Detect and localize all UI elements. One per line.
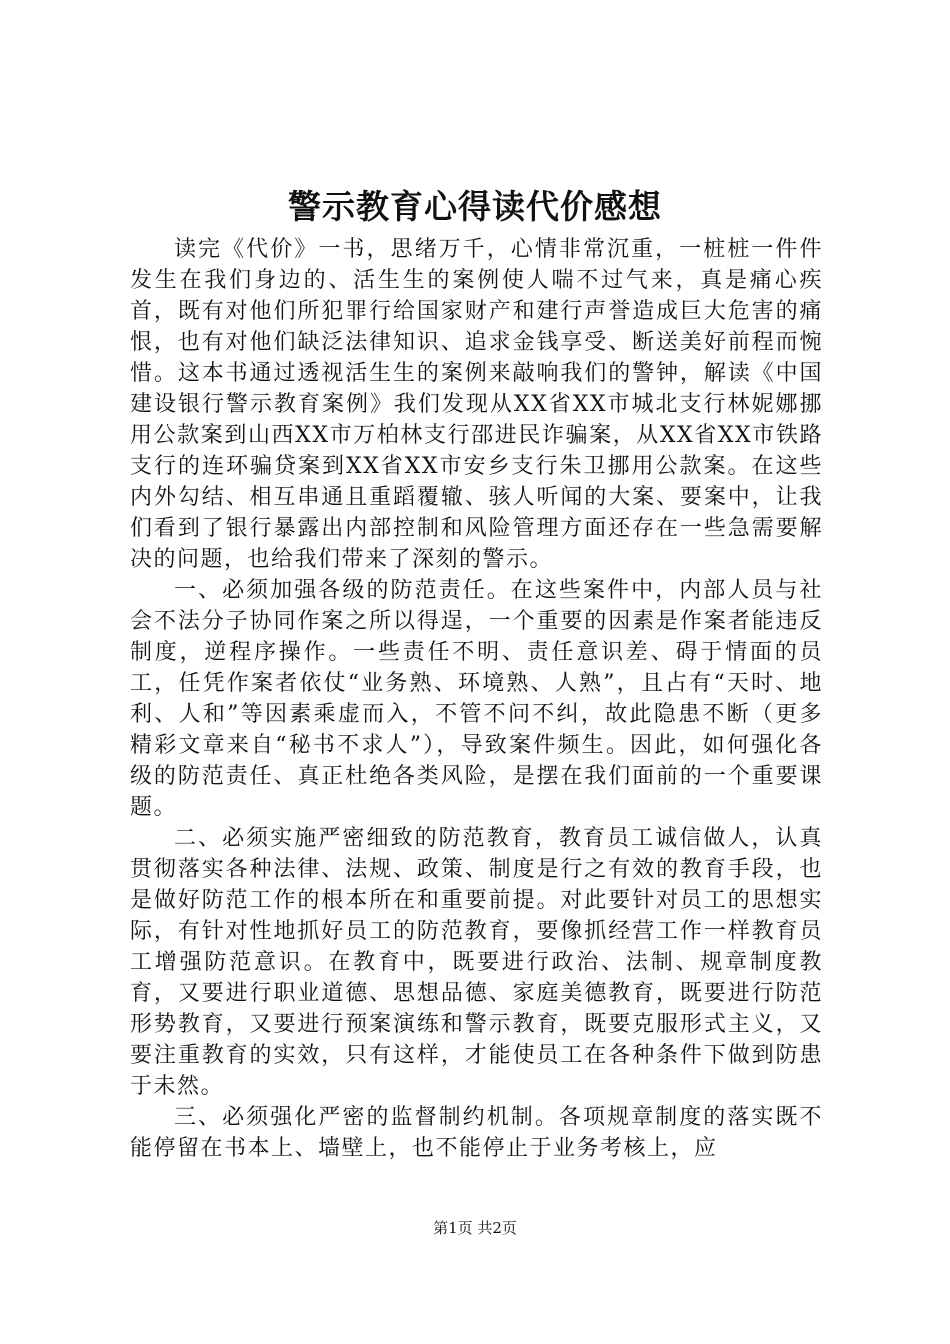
paragraph-point-3: 三、必须强化严密的监督制约机制。各项规章制度的落实既不能停留在书本上、墙壁上，也不能停止于业务考核上，应 xyxy=(130,1105,823,1161)
page-total: 共2页 xyxy=(477,1219,517,1237)
paragraph-point-1: 一、必须加强各级的防范责任。在这些案件中，内部人员与社会不法分子协同作案之所以得逞，一个重要的因素是作案者能违反制度，逆程序操作。一些责任不明、责任意识差、碍于情面的员工，任凭作案者依仗“业务熟、环境熟、人熟”，且占有“天时、地利、人和”等因素乘虚而入，不管不问不纠，故此隐患不断（更多精彩文章来自“秘书不求人”），导致案件频生。因此，如何强化各级的防范责任、真正杜绝各类风险，是摆在我们面前的一个重要课题。 xyxy=(130,578,823,820)
document-body xyxy=(130,234,823,1164)
page-number: 第1页 xyxy=(433,1219,473,1237)
paragraph-intro: 读完《代价》一书，思绪万千，心情非常沉重，一桩桩一件件发生在我们身边的、活生生的案例使人喘不过气来，真是痛心疾首，既有对他们所犯罪行给国家财产和建行声誉造成巨大危害的痛恨，也有对他们缺泛法律知识、追求金钱享受、断送美好前程而惋惜。这本书通过透视活生生的案例来敲响我们的警钟，解读《中国建设银行警示教育案例》我们发现从XX省XX市城北支行林妮娜挪用公款案到山西XX市万柏林支行邵进民诈骗案，从XX省XX市铁路支行的连环骗贷案到XX省XX市安乡支行朱卫挪用公款案。在这些内外勾结、相互串通且重蹈覆辙、骇人听闻的大案、要案中，让我们看到了银行暴露出内部控制和风险管理方面还存在一些急需要解决的问题，也给我们带来了深刻的警示。 xyxy=(130,237,823,572)
paragraph-point-2: 二、必须实施严密细致的防范教育，教育员工诚信做人，认真贯彻落实各种法律、法规、政策、制度是行之有效的教育手段，也是做好防范工作的根本所在和重要前提。对此要针对员工的思想实际，有针对性地抓好员工的防范教育，要像抓经营工作一样教育员工增强防范意识。在教育中，既要进行政治、法制、规章制度教育，又要进行职业道德、思想品德、家庭美德教育，既要进行防范形势教育，又要进行预案演练和警示教育，既要克服形式主义，又要注重教育的实效，只有这样，才能使员工在各种条件下做到防患于未然。 xyxy=(130,826,823,1099)
document-title: 警示教育心得读代价感想 xyxy=(288,187,662,226)
page-footer xyxy=(0,1218,950,1238)
